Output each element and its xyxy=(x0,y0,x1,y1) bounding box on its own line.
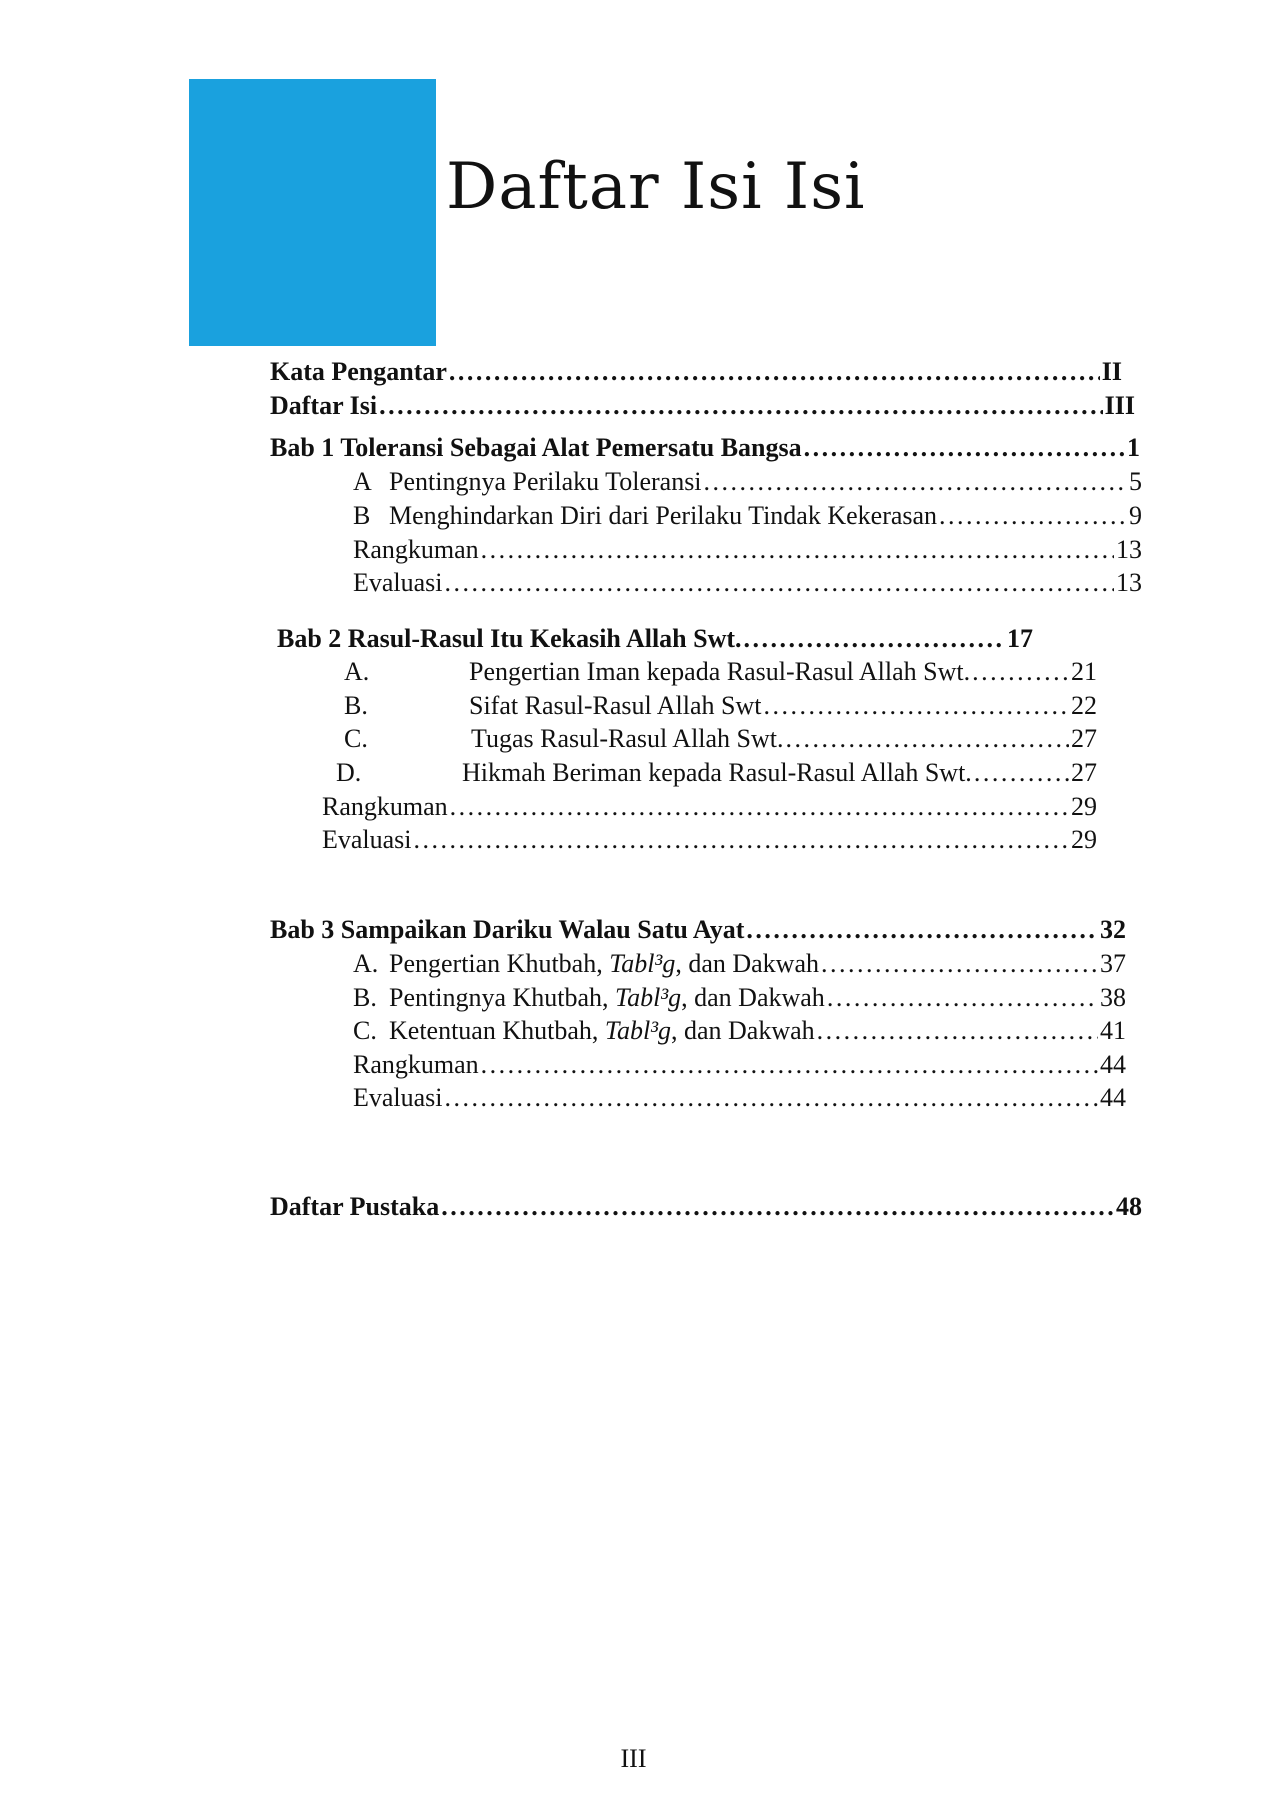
dot-leader xyxy=(821,948,1098,980)
toc-item-evaluasi[interactable]: Evaluasi . . . 44 xyxy=(353,1082,1126,1114)
toc-entry-kata-pengantar[interactable]: Kata Pengantar . . . II xyxy=(270,356,1122,388)
dot-leader xyxy=(449,356,1100,388)
page-number: III xyxy=(620,1744,647,1773)
dot-leader xyxy=(445,567,1114,599)
toc-entry-daftar-isi[interactable]: Daftar Isi . . . III xyxy=(270,390,1135,422)
toc-item[interactable]: B. Pentingnya Khutbah, Tabl³g, dan Dakwah . . . 38 xyxy=(353,982,1126,1014)
toc-item[interactable]: B Menghindarkan Diri dari Perilaku Tindak Kekerasan . . . 9 xyxy=(353,500,1142,532)
dot-leader xyxy=(746,914,1098,946)
toc-item-evaluasi[interactable]: Evaluasi . . . 29 xyxy=(322,824,1097,856)
dot-leader xyxy=(450,791,1069,823)
toc-item-evaluasi[interactable]: Evaluasi . . . 13 xyxy=(353,567,1142,599)
toc-item-rangkuman[interactable]: Rangkuman . . . 44 xyxy=(353,1049,1126,1081)
decorative-blue-block xyxy=(189,79,436,346)
dot-leader xyxy=(817,1015,1098,1047)
italic-term: Tabl³g xyxy=(609,949,676,978)
page-title: Daftar Isi Isi xyxy=(446,150,866,224)
toc-chapter-bab-1[interactable]: Bab 1 Toleransi Sebagai Alat Pemersatu Bangsa . . . 1 xyxy=(270,432,1140,464)
toc-entry-daftar-pustaka[interactable]: Daftar Pustaka . . . 48 xyxy=(270,1191,1142,1223)
italic-term: Tabl³g xyxy=(604,1016,671,1045)
dot-leader xyxy=(939,500,1127,532)
dot-leader xyxy=(704,466,1127,498)
dot-leader xyxy=(481,534,1114,566)
dot-leader xyxy=(481,1049,1098,1081)
toc-chapter-bab-3[interactable]: Bab 3 Sampaikan Dariku Walau Satu Ayat . . . 32 xyxy=(270,914,1126,946)
dot-leader xyxy=(804,432,1125,464)
toc-item[interactable]: B. Sifat Rasul-Rasul Allah Swt . . . 22 xyxy=(344,690,1097,722)
toc-chapter-bab-2[interactable]: Bab 2 Rasul-Rasul Itu Kekasih Allah Swt. . . . 17 xyxy=(277,623,1033,655)
italic-term: Tabl³g xyxy=(615,983,682,1012)
toc-item[interactable]: C. Tugas Rasul-Rasul Allah Swt. . . . 27 xyxy=(344,723,1097,755)
dot-leader xyxy=(764,690,1070,722)
toc-item[interactable]: A. Pengertian Khutbah, Tabl³g, dan Dakwah . . . 37 xyxy=(353,948,1126,980)
dot-leader xyxy=(786,723,1069,755)
dot-leader xyxy=(414,824,1069,856)
toc-item[interactable]: C. Ketentuan Khutbah, Tabl³g, dan Dakwah . . . 41 xyxy=(353,1015,1126,1047)
dot-leader xyxy=(827,982,1098,1014)
toc-item-rangkuman[interactable]: Rangkuman . . . 13 xyxy=(353,534,1142,566)
dot-leader xyxy=(445,1082,1098,1114)
dot-leader xyxy=(379,390,1103,422)
toc-item[interactable]: A. Pengertian Iman kepada Rasul-Rasul Allah Swt. . . . 21 xyxy=(344,656,1097,688)
dot-leader xyxy=(972,656,1069,688)
toc-item[interactable]: A Pentingnya Perilaku Toleransi . . . 5 xyxy=(353,466,1142,498)
toc-item[interactable]: D. Hikmah Beriman kepada Rasul-Rasul Allah Swt. . . . 27 xyxy=(336,757,1097,789)
dot-leader xyxy=(744,623,1005,655)
dot-leader xyxy=(441,1191,1114,1223)
dot-leader xyxy=(974,757,1069,789)
toc-item-rangkuman[interactable]: Rangkuman . . . 29 xyxy=(322,791,1097,823)
